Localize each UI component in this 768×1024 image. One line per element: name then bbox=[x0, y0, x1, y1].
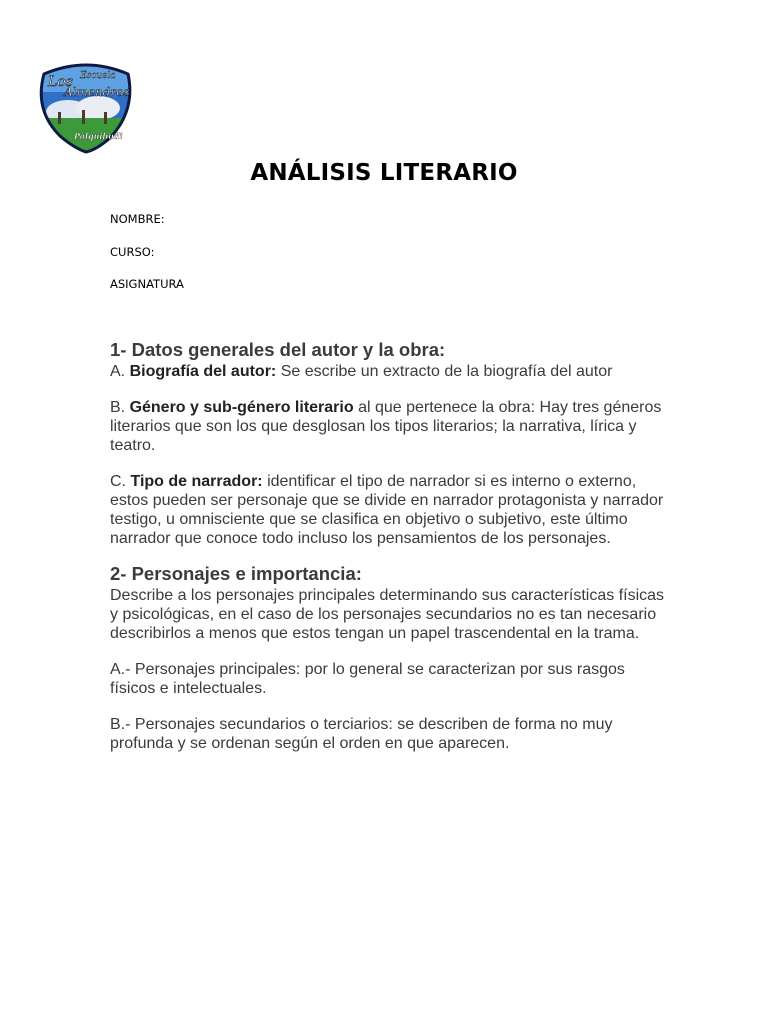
section1-item-a: A. Biografía del autor: Se escribe un extracto de la biografía del autor bbox=[110, 363, 613, 380]
section2-item-b: B.- Personajes secundarios o terciarios: se describen de forma no muy profunda y se ordenan según el orden en que aparecen. bbox=[110, 716, 613, 752]
field-curso: CURSO: bbox=[110, 245, 155, 259]
section1-heading: 1- Datos generales del autor y la obra: bbox=[110, 339, 446, 360]
logo-text-palquibudi: Palquibudi bbox=[74, 131, 123, 141]
section2-heading: 2- Personajes e importancia: bbox=[110, 563, 362, 584]
logo-text-los: Los bbox=[48, 74, 73, 90]
document-body bbox=[110, 340, 670, 753]
section2-intro: Describe a los personajes principales determinando sus características físicas y psicológicas, en el caso de los personajes secundarios no es tan necesario describirlos a menos que estos tengan un papel trascendental en la trama. bbox=[110, 587, 665, 642]
school-logo bbox=[38, 62, 134, 154]
section2-item-a: A.- Personajes principales: por lo general se caracterizan por sus rasgos físicos e intelectuales. bbox=[110, 661, 625, 697]
section1-item-b: B. Género y sub-género literario al que pertenece la obra: Hay tres géneros literarios que son los que desglosan los tipos literarios; la narrativa, lírica y teatro. bbox=[110, 399, 662, 454]
field-asignatura: ASIGNATURA bbox=[110, 277, 184, 291]
logo-text-almendros: Almendros bbox=[64, 85, 130, 99]
logo-text-escuela: Escuela bbox=[80, 71, 116, 81]
page-title: ANÁLISIS LITERARIO bbox=[250, 160, 518, 186]
field-nombre: NOMBRE: bbox=[110, 212, 165, 226]
section1-item-c: C. Tipo de narrador: identificar el tipo de narrador si es interno o externo, estos pueden ser personaje que se divide en narrador protagonista y narrador testigo, u omnisciente que se clasifica en objetivo o subjetivo, este último narrador que conoce todo incluso los pensamientos de los personajes. bbox=[110, 473, 664, 547]
